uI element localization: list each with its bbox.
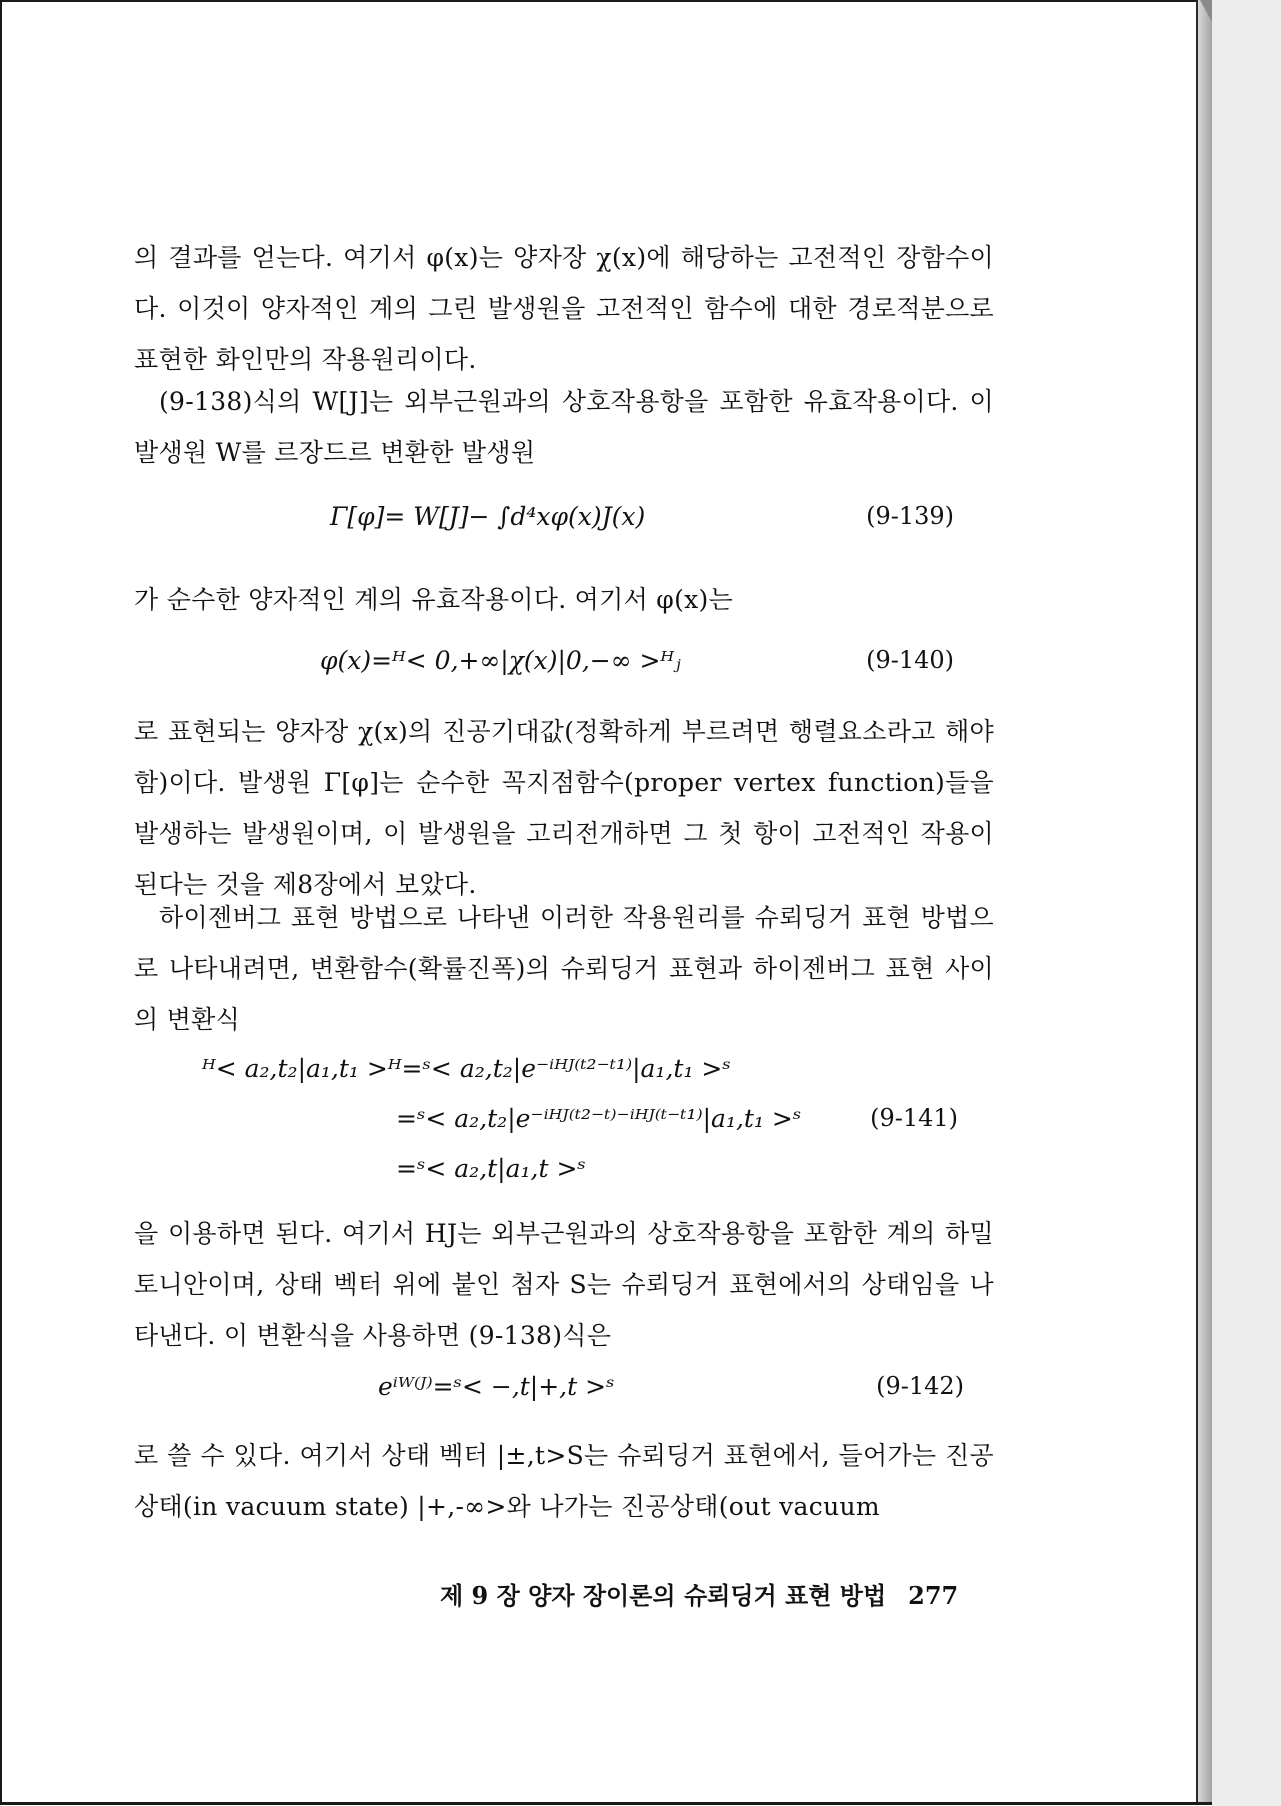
equation-expression: eⁱᵂ⁽ᴶ⁾=ˢ< −,t|+,t >ˢ bbox=[378, 1372, 615, 1401]
equation-9-142 bbox=[134, 1364, 994, 1414]
equation-9-141-line-3 bbox=[134, 1146, 994, 1196]
paragraph: 로 쓸 수 있다. 여기서 상태 벡터 |±,t>S는 슈뢰딩거 표현에서, 들어가는 진공상태(in vacuum state) |+,-∞>와 나가는 진공상태(out vacuum bbox=[134, 1441, 994, 1521]
equation-expression: =ˢ< a₂,t₂|e⁻ⁱᴴᴶ⁽ᵗ²⁻ᵗ⁾⁻ⁱᴴᴶ⁽ᵗ⁻ᵗ¹⁾|a₁,t₁ >ˢ bbox=[396, 1104, 802, 1133]
equation-expression: =ˢ< a₂,t|a₁,t >ˢ bbox=[396, 1154, 586, 1183]
equation-expression: ᴴ< a₂,t₂|a₁,t₁ >ᴴ=ˢ< a₂,t₂|e⁻ⁱᴴᴶ⁽ᵗ²⁻ᵗ¹⁾|a₁,t₁ >ˢ bbox=[202, 1054, 731, 1083]
paragraph-2-block bbox=[134, 376, 994, 478]
background-margin bbox=[1212, 0, 1281, 1806]
equation-expression: φ(x)=ᴴ< 0,+∞|χ(x)|0,−∞ >ᴴⱼ bbox=[320, 646, 681, 675]
chapter-title: 제 9 장 양자 장이론의 슈뢰딩거 표현 방법 bbox=[440, 1581, 887, 1610]
paragraph: 로 표현되는 양자장 χ(x)의 진공기대값(정확하게 부르려면 행렬요소라고 해야 함)이다. 발생원 Γ[φ]는 순수한 꼭지점함수(proper vertex function)들을 발생하는 발생원이며, 이 발생원을 고리전개하면 그 첫 항이 고전적인 작용이 된다는 것을 제8장에서 보았다. bbox=[134, 717, 994, 899]
equation-9-141-line-1 bbox=[134, 1046, 994, 1096]
equation-number: (9-141) bbox=[870, 1104, 958, 1132]
page-corner bbox=[1200, 0, 1212, 22]
equation-number: (9-139) bbox=[866, 502, 954, 530]
running-footer bbox=[440, 1576, 1000, 1611]
equation-9-141-line-2 bbox=[134, 1096, 994, 1146]
equation-number: (9-142) bbox=[876, 1372, 964, 1400]
paragraph: 을 이용하면 된다. 여기서 HJ는 외부근원과의 상호작용항을 포함한 계의 하밀토니안이며, 상태 벡터 위에 붙인 첨자 S는 슈뢰딩거 표현에서의 상태임을 나타낸다. 이 변환식을 사용하면 (9-138)식은 bbox=[134, 1219, 994, 1350]
paragraph-1-block bbox=[134, 232, 994, 385]
equation-number: (9-140) bbox=[866, 646, 954, 674]
paragraph-4-block bbox=[134, 706, 994, 910]
paragraph: 하이젠버그 표현 방법으로 나타낸 이러한 작용원리를 슈뢰딩거 표현 방법으로 나타내려면, 변환함수(확률진폭)의 슈뢰딩거 표현과 하이젠버그 표현 사이의 변환식 bbox=[134, 903, 994, 1034]
paragraph-7-block bbox=[134, 1430, 994, 1532]
paragraph: (9-138)식의 W[J]는 외부근원과의 상호작용항을 포함한 유효작용이다. 이 발생원 W를 르장드르 변환한 발생원 bbox=[134, 387, 994, 467]
paragraph-5-block bbox=[134, 892, 994, 1045]
paragraph: 가 순수한 양자적인 계의 유효작용이다. 여기서 φ(x)는 bbox=[134, 585, 734, 614]
equation-9-140 bbox=[134, 638, 994, 688]
paragraph-3-block bbox=[134, 574, 994, 625]
equation-9-139 bbox=[134, 494, 994, 544]
page-number: 277 bbox=[908, 1581, 959, 1610]
paragraph-6-block bbox=[134, 1208, 994, 1361]
paragraph: 의 결과를 얻는다. 여기서 φ(x)는 양자장 χ(x)에 해당하는 고전적인 장함수이다. 이것이 양자적인 계의 그린 발생원을 고전적인 함수에 대한 경로적분으로 표현한 화인만의 작용원리이다. bbox=[134, 243, 994, 374]
equation-expression: Γ[φ]= W[J]− ∫d⁴xφ(x)J(x) bbox=[330, 502, 646, 531]
